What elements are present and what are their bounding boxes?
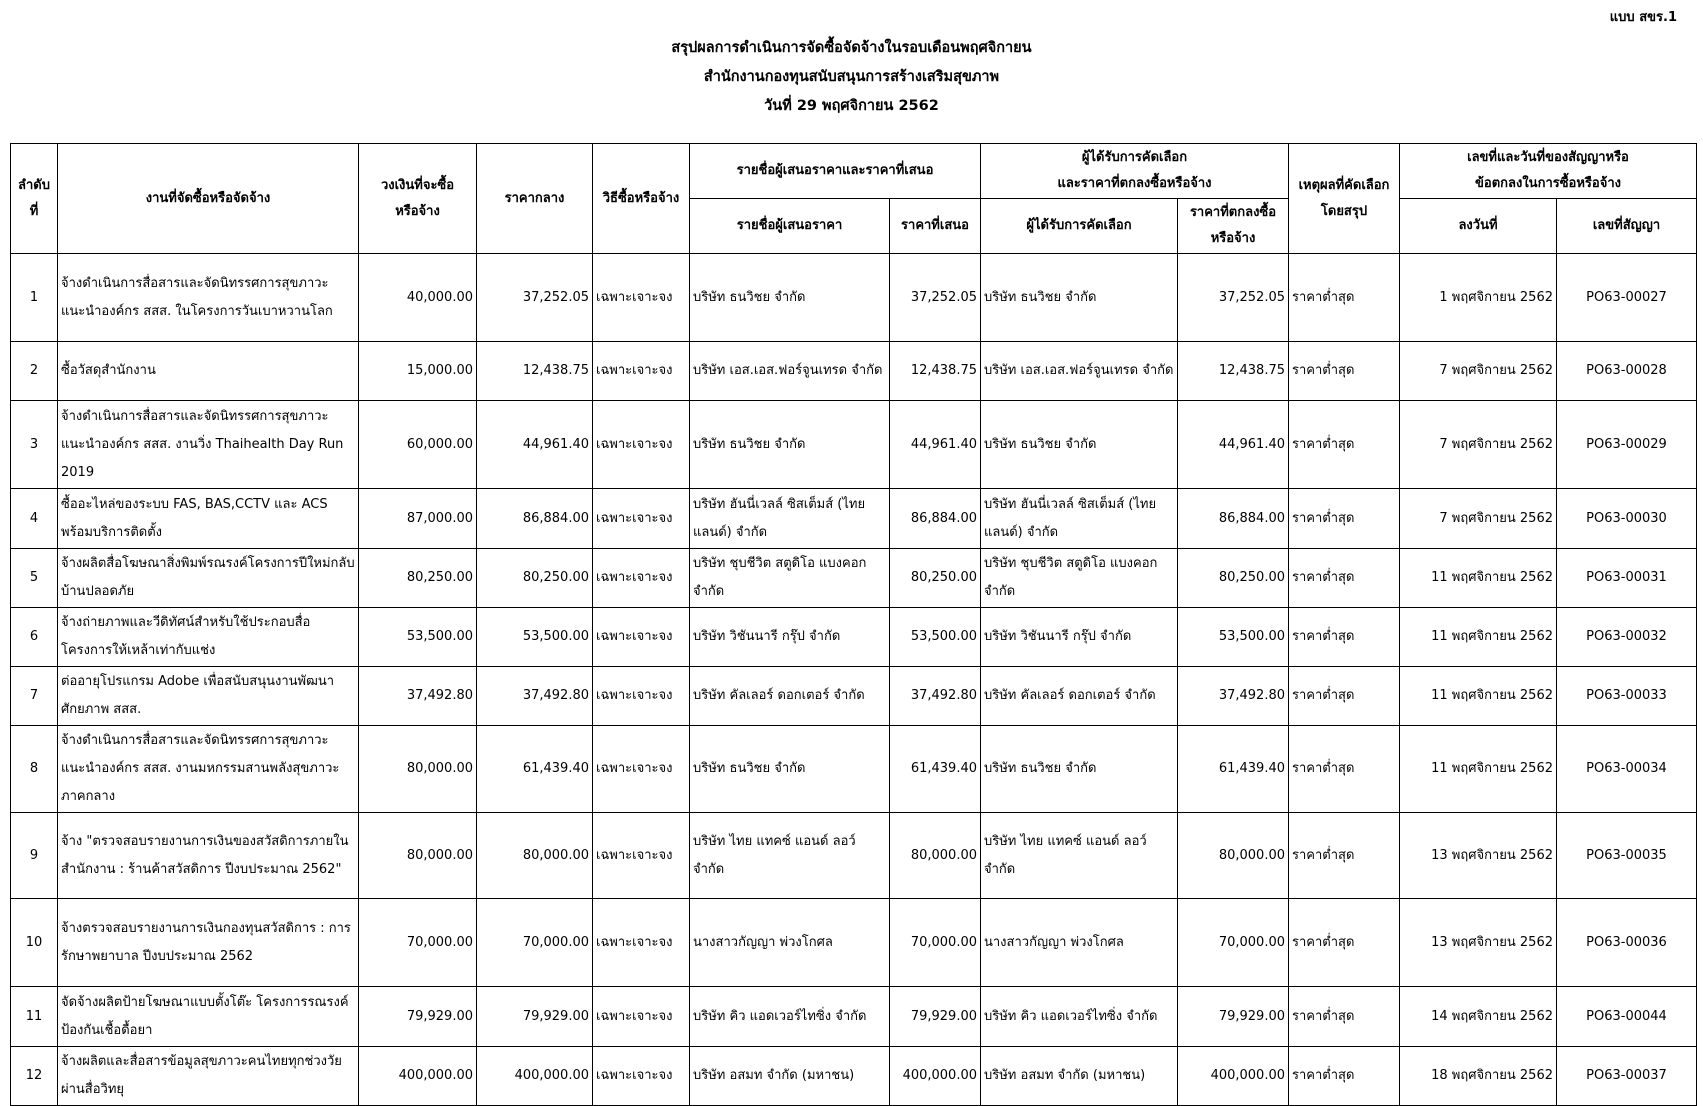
cell-bidder: บริษัท ชุบชีวิต สตูดิโอ แบงคอก จำกัด [690, 549, 890, 608]
cell-selected: บริษัท อสมท จำกัด (มหาชน) [981, 1047, 1178, 1106]
cell-method: เฉพาะเจาะจง [593, 489, 690, 549]
table-row [11, 608, 1697, 667]
cell-reason: ราคาต่ำสุด [1289, 342, 1400, 401]
cell-selected: นางสาวกัญญา พ่วงโกศล [981, 899, 1178, 987]
cell-contract: PO63-00044 [1557, 987, 1697, 1047]
cell-budget: 60,000.00 [359, 401, 477, 489]
cell-bid-price: 37,492.80 [890, 667, 981, 726]
header-budget: วงเงินที่จะซื้อ หรือจ้าง [359, 144, 477, 254]
cell-method: เฉพาะเจาะจง [593, 667, 690, 726]
cell-median: 80,000.00 [477, 813, 593, 899]
cell-median: 53,500.00 [477, 608, 593, 667]
cell-contract: PO63-00029 [1557, 401, 1697, 489]
table-row [11, 987, 1697, 1047]
cell-budget: 70,000.00 [359, 899, 477, 987]
cell-no: 1 [11, 254, 58, 342]
cell-method: เฉพาะเจาะจง [593, 549, 690, 608]
cell-work: ซื้ออะไหล่ของระบบ FAS, BAS,CCTV และ ACS พร้อมบริการติดตั้ง [58, 489, 359, 549]
cell-method: เฉพาะเจาะจง [593, 342, 690, 401]
cell-reason: ราคาต่ำสุด [1289, 549, 1400, 608]
cell-agreed: 80,000.00 [1178, 813, 1289, 899]
cell-bid-price: 70,000.00 [890, 899, 981, 987]
table-row [11, 342, 1697, 401]
cell-method: เฉพาะเจาะจง [593, 401, 690, 489]
cell-date: 7 พฤศจิกายน 2562 [1400, 342, 1557, 401]
table-row [11, 549, 1697, 608]
header-contract-no: เลขที่สัญญา [1557, 199, 1697, 254]
cell-work: จ้างตรวจสอบรายงานการเงินกองทุนสวัสดิการ : การรักษาพยาบาล ปีงบประมาณ 2562 [58, 899, 359, 987]
table-row [11, 726, 1697, 813]
cell-median: 79,929.00 [477, 987, 593, 1047]
cell-budget: 15,000.00 [359, 342, 477, 401]
cell-selected: บริษัท ธนวิชย จำกัด [981, 401, 1178, 489]
cell-bidder: บริษัท ธนวิชย จำกัด [690, 401, 890, 489]
header-work: งานที่จัดซื้อหรือจัดจ้าง [58, 144, 359, 254]
cell-method: เฉพาะเจาะจง [593, 726, 690, 813]
cell-no: 3 [11, 401, 58, 489]
cell-work: จัดจ้างผลิตป้ายโฆษณาแบบตั้งโต๊ะ โครงการรณรงค์ป้องกันเชื้อดื้อยา [58, 987, 359, 1047]
cell-selected: บริษัท วิชันนารี กรุ๊ป จำกัด [981, 608, 1178, 667]
cell-budget: 40,000.00 [359, 254, 477, 342]
cell-selected: บริษัท คิว แอดเวอร์ไทซิ่ง จำกัด [981, 987, 1178, 1047]
cell-agreed: 400,000.00 [1178, 1047, 1289, 1106]
table-row [11, 899, 1697, 987]
cell-bid-price: 53,500.00 [890, 608, 981, 667]
cell-bidder: นางสาวกัญญา พ่วงโกศล [690, 899, 890, 987]
cell-work: จ้างดำเนินการสื่อสารและจัดนิทรรศการสุขภาวะ แนะนำองค์กร สสส. ในโครงการวันเบาหวานโลก [58, 254, 359, 342]
header-bidders-group: รายชื่อผู้เสนอราคาและราคาที่เสนอ [690, 144, 981, 199]
cell-contract: PO63-00027 [1557, 254, 1697, 342]
cell-reason: ราคาต่ำสุด [1289, 1047, 1400, 1106]
cell-agreed: 86,884.00 [1178, 489, 1289, 549]
cell-reason: ราคาต่ำสุด [1289, 489, 1400, 549]
cell-work: จ้างถ่ายภาพและวีดิทัศน์สำหรับใช้ประกอบสื่อโครงการให้เหล้าเท่ากับแช่ง [58, 608, 359, 667]
cell-bidder: บริษัท ไทย แทคซ์ แอนด์ ลอว์ จำกัด [690, 813, 890, 899]
cell-selected: บริษัท ชุบชีวิต สตูดิโอ แบงคอก จำกัด [981, 549, 1178, 608]
cell-agreed: 79,929.00 [1178, 987, 1289, 1047]
cell-date: 7 พฤศจิกายน 2562 [1400, 489, 1557, 549]
cell-contract: PO63-00033 [1557, 667, 1697, 726]
cell-method: เฉพาะเจาะจง [593, 254, 690, 342]
cell-budget: 80,000.00 [359, 813, 477, 899]
title-line-3: วันที่ 29 พฤศจิกายน 2562 [764, 98, 939, 114]
procurement-table [10, 143, 1697, 1106]
cell-agreed: 37,252.05 [1178, 254, 1289, 342]
cell-bidder: บริษัท วิชันนารี กรุ๊ป จำกัด [690, 608, 890, 667]
cell-no: 11 [11, 987, 58, 1047]
cell-bid-price: 80,250.00 [890, 549, 981, 608]
cell-bidder: บริษัท คิว แอดเวอร์ไทซิ่ง จำกัด [690, 987, 890, 1047]
cell-date: 13 พฤศจิกายน 2562 [1400, 899, 1557, 987]
cell-bidder: บริษัท คัลเลอร์ ดอกเตอร์ จำกัด [690, 667, 890, 726]
table-body [11, 254, 1697, 1106]
header-method: วิธีซื้อหรือจ้าง [593, 144, 690, 254]
cell-no: 7 [11, 667, 58, 726]
cell-contract: PO63-00032 [1557, 608, 1697, 667]
cell-no: 5 [11, 549, 58, 608]
cell-contract: PO63-00036 [1557, 899, 1697, 987]
cell-agreed: 12,438.75 [1178, 342, 1289, 401]
cell-work: จ้าง "ตรวจสอบรายงานการเงินของสวัสดิการภายในสำนักงาน : ร้านค้าสวัสดิการ ปีงบประมาณ 2562" [58, 813, 359, 899]
cell-no: 10 [11, 899, 58, 987]
header-reason: เหตุผลที่คัดเลือก โดยสรุป [1289, 144, 1400, 254]
cell-bidder: บริษัท อสมท จำกัด (มหาชน) [690, 1047, 890, 1106]
cell-work: ต่ออายุโปรแกรม Adobe เพื่อสนับสนุนงานพัฒนาศักยภาพ สสส. [58, 667, 359, 726]
cell-reason: ราคาต่ำสุด [1289, 401, 1400, 489]
cell-agreed: 37,492.80 [1178, 667, 1289, 726]
cell-work: จ้างดำเนินการสื่อสารและจัดนิทรรศการสุขภาวะ แนะนำองค์กร สสส. งานมหกรรมสานพลังสุขภาวะภาคกลาง [58, 726, 359, 813]
table-row [11, 401, 1697, 489]
header-median-price: ราคากลาง [477, 144, 593, 254]
header-contract-date: ลงวันที่ [1400, 199, 1557, 254]
cell-contract: PO63-00028 [1557, 342, 1697, 401]
cell-method: เฉพาะเจาะจง [593, 987, 690, 1047]
cell-median: 400,000.00 [477, 1047, 593, 1106]
cell-selected: บริษัท ธนวิชย จำกัด [981, 726, 1178, 813]
cell-bid-price: 86,884.00 [890, 489, 981, 549]
cell-no: 12 [11, 1047, 58, 1106]
cell-selected: บริษัท ธนวิชย จำกัด [981, 254, 1178, 342]
cell-date: 13 พฤศจิกายน 2562 [1400, 813, 1557, 899]
cell-contract: PO63-00035 [1557, 813, 1697, 899]
cell-bidder: บริษัท เอส.เอส.ฟอร์จูนเทรด จำกัด [690, 342, 890, 401]
cell-reason: ราคาต่ำสุด [1289, 726, 1400, 813]
cell-bidder: บริษัท ธนวิชย จำกัด [690, 726, 890, 813]
cell-method: เฉพาะเจาะจง [593, 608, 690, 667]
header-bid-price: ราคาที่เสนอ [890, 199, 981, 254]
cell-reason: ราคาต่ำสุด [1289, 254, 1400, 342]
cell-date: 7 พฤศจิกายน 2562 [1400, 401, 1557, 489]
cell-bid-price: 44,961.40 [890, 401, 981, 489]
cell-selected: บริษัท เอส.เอส.ฟอร์จูนเทรด จำกัด [981, 342, 1178, 401]
cell-date: 14 พฤศจิกายน 2562 [1400, 987, 1557, 1047]
cell-no: 8 [11, 726, 58, 813]
cell-budget: 53,500.00 [359, 608, 477, 667]
cell-budget: 80,000.00 [359, 726, 477, 813]
cell-bidder: บริษัท ธนวิชย จำกัด [690, 254, 890, 342]
cell-work: ซื้อวัสดุสำนักงาน [58, 342, 359, 401]
cell-no: 2 [11, 342, 58, 401]
cell-date: 1 พฤศจิกายน 2562 [1400, 254, 1557, 342]
cell-agreed: 70,000.00 [1178, 899, 1289, 987]
cell-work: จ้างดำเนินการสื่อสารและจัดนิทรรศการสุขภาวะ แนะนำองค์กร สสส. งานวิ่ง Thaihealth Day Run 2019 [58, 401, 359, 489]
cell-median: 70,000.00 [477, 899, 593, 987]
cell-work: จ้างผลิตและสื่อสารข้อมูลสุขภาวะคนไทยทุกช่วงวัยผ่านสื่อวิทยุ [58, 1047, 359, 1106]
cell-selected: บริษัท ฮันนี่เวลล์ ซิสเต็มส์ (ไทยแลนด์) จำกัด [981, 489, 1178, 549]
title-line-2: สำนักงานกองทุนสนับสนุนการสร้างเสริมสุขภาพ [703, 69, 1000, 85]
cell-bidder: บริษัท ฮันนี่เวลล์ ซิสเต็มส์ (ไทยแลนด์) จำกัด [690, 489, 890, 549]
cell-no: 9 [11, 813, 58, 899]
header-bidder-name: รายชื่อผู้เสนอราคา [690, 199, 890, 254]
cell-contract: PO63-00031 [1557, 549, 1697, 608]
table-row [11, 813, 1697, 899]
cell-date: 11 พฤศจิกายน 2562 [1400, 726, 1557, 813]
cell-no: 6 [11, 608, 58, 667]
document-title [0, 34, 1703, 121]
cell-work: จ้างผลิตสื่อโฆษณาสิ่งพิมพ์รณรงค์โครงการปีใหม่กลับบ้านปลอดภัย [58, 549, 359, 608]
cell-date: 18 พฤศจิกายน 2562 [1400, 1047, 1557, 1106]
cell-budget: 400,000.00 [359, 1047, 477, 1106]
cell-no: 4 [11, 489, 58, 549]
table-row [11, 1047, 1697, 1106]
cell-agreed: 80,250.00 [1178, 549, 1289, 608]
cell-date: 11 พฤศจิกายน 2562 [1400, 667, 1557, 726]
cell-method: เฉพาะเจาะจง [593, 1047, 690, 1106]
cell-date: 11 พฤศจิกายน 2562 [1400, 549, 1557, 608]
cell-median: 61,439.40 [477, 726, 593, 813]
form-code: แบบ สขร.1 [1609, 10, 1677, 25]
table-row [11, 667, 1697, 726]
header-selected-group: ผู้ได้รับการคัดเลือก และราคาที่ตกลงซื้อหรือจ้าง [981, 144, 1289, 199]
cell-bid-price: 61,439.40 [890, 726, 981, 813]
table-row [11, 254, 1697, 342]
cell-budget: 87,000.00 [359, 489, 477, 549]
cell-reason: ราคาต่ำสุด [1289, 987, 1400, 1047]
cell-agreed: 61,439.40 [1178, 726, 1289, 813]
cell-bid-price: 37,252.05 [890, 254, 981, 342]
cell-median: 12,438.75 [477, 342, 593, 401]
cell-median: 80,250.00 [477, 549, 593, 608]
cell-budget: 80,250.00 [359, 549, 477, 608]
cell-method: เฉพาะเจาะจง [593, 813, 690, 899]
cell-reason: ราคาต่ำสุด [1289, 667, 1400, 726]
header-selected-name: ผู้ได้รับการคัดเลือก [981, 199, 1178, 254]
cell-reason: ราคาต่ำสุด [1289, 899, 1400, 987]
title-line-1: สรุปผลการดำเนินการจัดซื้อจัดจ้างในรอบเดือนพฤศจิกายน [671, 40, 1032, 56]
cell-bid-price: 79,929.00 [890, 987, 981, 1047]
cell-budget: 37,492.80 [359, 667, 477, 726]
header-agreed-price: ราคาที่ตกลงซื้อ หรือจ้าง [1178, 199, 1289, 254]
cell-bid-price: 400,000.00 [890, 1047, 981, 1106]
header-no: ลำดับที่ [11, 144, 58, 254]
cell-agreed: 53,500.00 [1178, 608, 1289, 667]
cell-median: 37,492.80 [477, 667, 593, 726]
cell-reason: ราคาต่ำสุด [1289, 813, 1400, 899]
cell-reason: ราคาต่ำสุด [1289, 608, 1400, 667]
cell-median: 86,884.00 [477, 489, 593, 549]
cell-date: 11 พฤศจิกายน 2562 [1400, 608, 1557, 667]
cell-contract: PO63-00037 [1557, 1047, 1697, 1106]
cell-contract: PO63-00034 [1557, 726, 1697, 813]
header-contract-group: เลขที่และวันที่ของสัญญาหรือ ข้อตกลงในการซื้อหรือจ้าง [1400, 144, 1697, 199]
cell-agreed: 44,961.40 [1178, 401, 1289, 489]
cell-bid-price: 12,438.75 [890, 342, 981, 401]
cell-method: เฉพาะเจาะจง [593, 899, 690, 987]
cell-selected: บริษัท ไทย แทคซ์ แอนด์ ลอว์ จำกัด [981, 813, 1178, 899]
table-row [11, 489, 1697, 549]
cell-contract: PO63-00030 [1557, 489, 1697, 549]
cell-bid-price: 80,000.00 [890, 813, 981, 899]
cell-budget: 79,929.00 [359, 987, 477, 1047]
cell-median: 44,961.40 [477, 401, 593, 489]
cell-selected: บริษัท คัลเลอร์ ดอกเตอร์ จำกัด [981, 667, 1178, 726]
cell-median: 37,252.05 [477, 254, 593, 342]
